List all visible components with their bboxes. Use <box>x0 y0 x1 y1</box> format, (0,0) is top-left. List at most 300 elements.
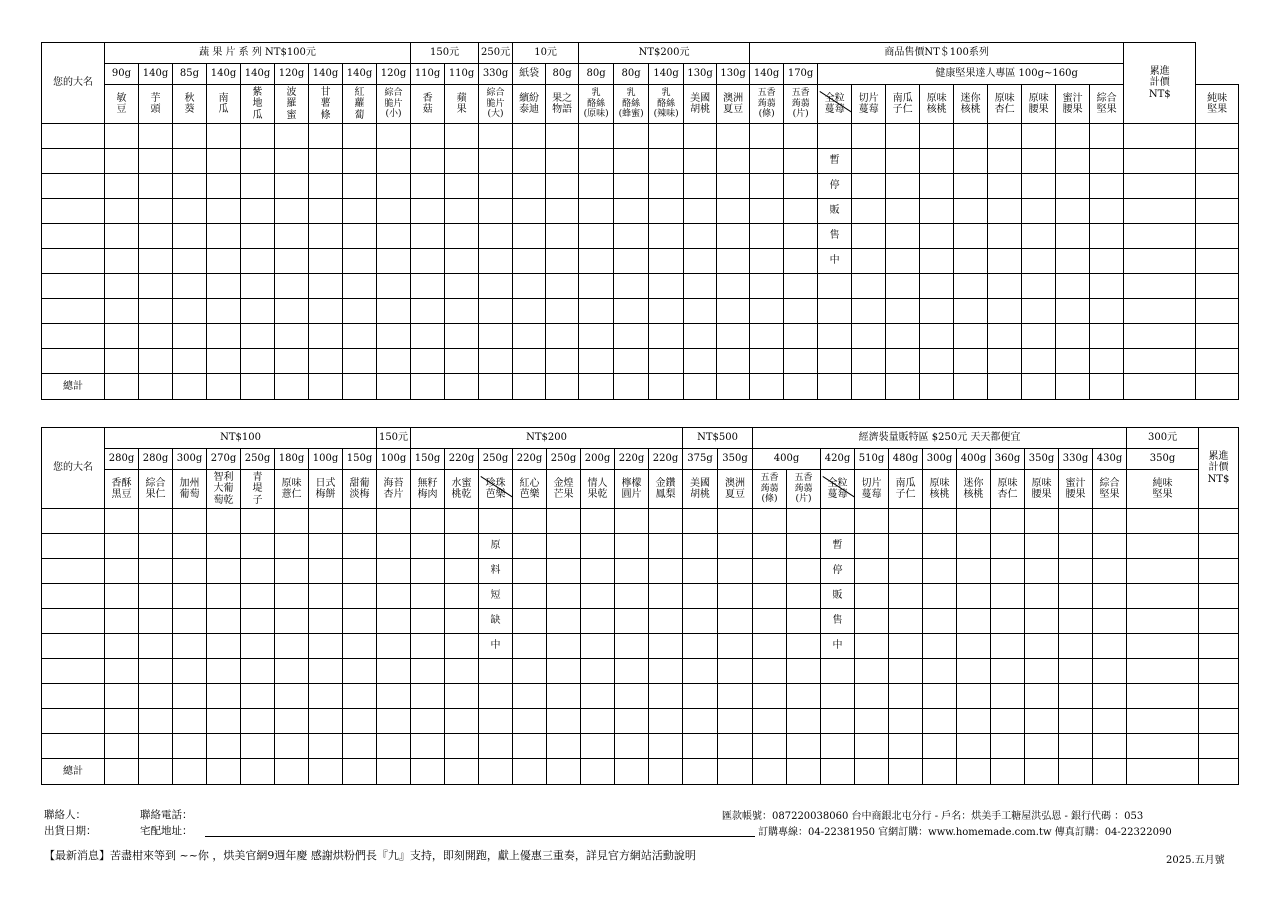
quantity-cell[interactable] <box>411 534 445 559</box>
quantity-cell[interactable] <box>105 299 139 324</box>
quantity-cell[interactable] <box>1025 609 1059 634</box>
cumulative-price-cell[interactable] <box>1196 249 1239 274</box>
quantity-cell[interactable] <box>753 734 787 759</box>
quantity-cell[interactable] <box>139 734 173 759</box>
quantity-cell[interactable] <box>753 584 787 609</box>
quantity-cell[interactable] <box>886 199 920 224</box>
quantity-cell[interactable] <box>1090 299 1124 324</box>
quantity-cell[interactable] <box>343 659 377 684</box>
total-cell[interactable] <box>445 374 479 400</box>
customer-name-cell[interactable] <box>42 559 105 584</box>
total-cell[interactable] <box>1025 759 1059 785</box>
quantity-cell[interactable] <box>1093 534 1127 559</box>
quantity-cell[interactable] <box>377 609 411 634</box>
quantity-cell[interactable] <box>1025 659 1059 684</box>
quantity-cell[interactable] <box>173 249 207 274</box>
customer-name-cell[interactable] <box>42 584 105 609</box>
quantity-cell[interactable] <box>173 734 207 759</box>
quantity-cell[interactable] <box>309 249 343 274</box>
quantity-cell[interactable] <box>649 349 684 374</box>
quantity-cell[interactable] <box>105 609 139 634</box>
quantity-cell[interactable] <box>1022 349 1056 374</box>
quantity-cell[interactable] <box>139 124 173 149</box>
quantity-cell[interactable] <box>954 174 988 199</box>
quantity-cell[interactable] <box>105 684 139 709</box>
quantity-cell[interactable] <box>920 199 954 224</box>
quantity-cell[interactable] <box>923 559 957 584</box>
quantity-cell[interactable] <box>105 509 139 534</box>
quantity-cell[interactable] <box>513 709 547 734</box>
quantity-cell[interactable] <box>889 609 923 634</box>
quantity-cell[interactable] <box>1056 274 1090 299</box>
quantity-cell[interactable] <box>581 709 615 734</box>
quantity-cell[interactable] <box>1093 634 1127 659</box>
total-cell[interactable] <box>309 759 343 785</box>
quantity-cell[interactable] <box>852 124 886 149</box>
quantity-cell[interactable] <box>1056 199 1090 224</box>
customer-name-cell[interactable] <box>42 659 105 684</box>
quantity-cell[interactable] <box>920 149 954 174</box>
quantity-cell[interactable] <box>377 634 411 659</box>
quantity-cell[interactable] <box>581 509 615 534</box>
quantity-cell[interactable] <box>1059 709 1093 734</box>
quantity-cell[interactable] <box>855 609 889 634</box>
total-cell[interactable] <box>684 374 717 400</box>
quantity-cell[interactable] <box>275 584 309 609</box>
quantity-cell[interactable] <box>614 349 649 374</box>
quantity-cell[interactable] <box>718 584 753 609</box>
quantity-cell[interactable] <box>1059 534 1093 559</box>
quantity-cell[interactable] <box>377 249 411 274</box>
quantity-cell[interactable] <box>173 609 207 634</box>
quantity-cell[interactable] <box>309 299 343 324</box>
total-cell[interactable] <box>718 759 753 785</box>
customer-name-cell[interactable] <box>42 299 105 324</box>
quantity-cell[interactable] <box>241 299 275 324</box>
quantity-cell[interactable] <box>717 174 750 199</box>
quantity-cell[interactable] <box>275 709 309 734</box>
quantity-cell[interactable] <box>105 584 139 609</box>
quantity-cell[interactable] <box>139 224 173 249</box>
quantity-cell[interactable] <box>139 659 173 684</box>
quantity-cell[interactable] <box>241 684 275 709</box>
customer-name-cell[interactable] <box>42 274 105 299</box>
quantity-cell[interactable] <box>614 199 649 224</box>
quantity-cell[interactable] <box>1056 124 1090 149</box>
quantity-cell[interactable] <box>343 349 377 374</box>
quantity-cell[interactable] <box>207 199 241 224</box>
quantity-cell[interactable] <box>649 634 683 659</box>
quantity-cell[interactable] <box>343 149 377 174</box>
cumulative-price-cell[interactable] <box>1199 534 1239 559</box>
total-cell[interactable] <box>923 759 957 785</box>
quantity-cell[interactable] <box>581 609 615 634</box>
quantity-cell[interactable] <box>821 684 855 709</box>
quantity-cell[interactable] <box>105 659 139 684</box>
quantity-cell[interactable] <box>718 634 753 659</box>
quantity-cell[interactable] <box>889 584 923 609</box>
quantity-cell[interactable] <box>649 659 683 684</box>
quantity-cell[interactable] <box>139 174 173 199</box>
quantity-cell[interactable] <box>717 274 750 299</box>
quantity-cell[interactable] <box>855 659 889 684</box>
total-cell[interactable] <box>787 759 821 785</box>
quantity-cell[interactable] <box>579 149 614 174</box>
total-cell[interactable] <box>173 759 207 785</box>
quantity-cell[interactable] <box>920 299 954 324</box>
quantity-cell[interactable] <box>920 324 954 349</box>
quantity-cell[interactable] <box>753 534 787 559</box>
quantity-cell[interactable] <box>241 584 275 609</box>
total-cell[interactable] <box>889 759 923 785</box>
quantity-cell[interactable] <box>513 684 547 709</box>
quantity-cell[interactable] <box>614 249 649 274</box>
quantity-cell[interactable] <box>957 609 991 634</box>
quantity-cell[interactable] <box>1124 174 1196 199</box>
quantity-cell[interactable] <box>343 709 377 734</box>
quantity-cell[interactable] <box>784 224 818 249</box>
quantity-cell[interactable] <box>513 349 546 374</box>
quantity-cell[interactable] <box>173 559 207 584</box>
quantity-cell[interactable] <box>787 709 821 734</box>
quantity-cell[interactable] <box>275 684 309 709</box>
quantity-cell[interactable] <box>546 349 579 374</box>
quantity-cell[interactable] <box>445 349 479 374</box>
quantity-cell[interactable] <box>1025 684 1059 709</box>
quantity-cell[interactable] <box>581 659 615 684</box>
total-cell[interactable] <box>750 374 784 400</box>
quantity-cell[interactable] <box>309 199 343 224</box>
quantity-cell[interactable] <box>377 349 411 374</box>
quantity-cell[interactable] <box>920 249 954 274</box>
quantity-cell[interactable] <box>753 659 787 684</box>
quantity-cell[interactable] <box>377 684 411 709</box>
quantity-cell[interactable] <box>784 349 818 374</box>
quantity-cell[interactable] <box>275 274 309 299</box>
total-cell[interactable] <box>479 759 513 785</box>
quantity-cell[interactable] <box>241 609 275 634</box>
total-cell[interactable] <box>1059 759 1093 785</box>
quantity-cell[interactable] <box>579 274 614 299</box>
quantity-cell[interactable] <box>377 584 411 609</box>
quantity-cell[interactable] <box>479 734 513 759</box>
quantity-cell[interactable] <box>852 199 886 224</box>
quantity-cell[interactable] <box>615 659 649 684</box>
quantity-cell[interactable] <box>886 299 920 324</box>
quantity-cell[interactable] <box>1059 684 1093 709</box>
quantity-cell[interactable] <box>750 324 784 349</box>
quantity-cell[interactable] <box>750 224 784 249</box>
quantity-cell[interactable] <box>991 609 1025 634</box>
quantity-cell[interactable] <box>479 509 513 534</box>
quantity-cell[interactable] <box>818 124 852 149</box>
quantity-cell[interactable] <box>241 734 275 759</box>
quantity-cell[interactable] <box>750 199 784 224</box>
total-cell[interactable] <box>275 374 309 400</box>
quantity-cell[interactable] <box>1090 349 1124 374</box>
quantity-cell[interactable] <box>1124 199 1196 224</box>
quantity-cell[interactable] <box>1090 224 1124 249</box>
quantity-cell[interactable] <box>614 224 649 249</box>
quantity-cell[interactable] <box>445 324 479 349</box>
quantity-cell[interactable] <box>139 509 173 534</box>
quantity-cell[interactable] <box>173 149 207 174</box>
quantity-cell[interactable] <box>377 509 411 534</box>
customer-name-cell[interactable] <box>42 534 105 559</box>
quantity-cell[interactable] <box>684 349 717 374</box>
quantity-cell[interactable] <box>411 634 445 659</box>
quantity-cell[interactable] <box>649 684 683 709</box>
quantity-cell[interactable] <box>411 299 445 324</box>
quantity-cell[interactable] <box>717 349 750 374</box>
quantity-cell[interactable] <box>513 609 547 634</box>
quantity-cell[interactable] <box>991 559 1025 584</box>
quantity-cell[interactable] <box>923 659 957 684</box>
quantity-cell[interactable] <box>241 199 275 224</box>
quantity-cell[interactable] <box>1090 199 1124 224</box>
quantity-cell[interactable] <box>139 349 173 374</box>
customer-name-cell[interactable] <box>42 149 105 174</box>
quantity-cell[interactable] <box>309 174 343 199</box>
quantity-cell[interactable] <box>275 509 309 534</box>
quantity-cell[interactable] <box>309 559 343 584</box>
total-cell[interactable] <box>954 374 988 400</box>
quantity-cell[interactable] <box>1022 149 1056 174</box>
quantity-cell[interactable] <box>784 174 818 199</box>
quantity-cell[interactable] <box>855 634 889 659</box>
total-cell[interactable] <box>579 374 614 400</box>
quantity-cell[interactable] <box>139 684 173 709</box>
total-cell[interactable] <box>614 374 649 400</box>
quantity-cell[interactable] <box>855 534 889 559</box>
quantity-cell[interactable] <box>1124 149 1196 174</box>
quantity-cell[interactable] <box>581 534 615 559</box>
quantity-cell[interactable] <box>546 124 579 149</box>
quantity-cell[interactable] <box>683 734 718 759</box>
quantity-cell[interactable] <box>615 684 649 709</box>
quantity-cell[interactable] <box>105 174 139 199</box>
total-cell[interactable] <box>1056 374 1090 400</box>
quantity-cell[interactable] <box>1093 709 1127 734</box>
quantity-cell[interactable] <box>750 124 784 149</box>
quantity-cell[interactable] <box>855 559 889 584</box>
quantity-cell[interactable] <box>649 709 683 734</box>
quantity-cell[interactable] <box>513 274 546 299</box>
quantity-cell[interactable] <box>105 634 139 659</box>
quantity-cell[interactable] <box>818 349 852 374</box>
quantity-cell[interactable] <box>275 349 309 374</box>
quantity-cell[interactable] <box>241 709 275 734</box>
quantity-cell[interactable] <box>411 274 445 299</box>
quantity-cell[interactable] <box>241 174 275 199</box>
quantity-cell[interactable] <box>923 609 957 634</box>
quantity-cell[interactable] <box>343 609 377 634</box>
quantity-cell[interactable] <box>207 274 241 299</box>
cumulative-price-cell[interactable] <box>1199 509 1239 534</box>
total-cell[interactable] <box>886 374 920 400</box>
quantity-cell[interactable] <box>615 609 649 634</box>
quantity-cell[interactable] <box>275 734 309 759</box>
quantity-cell[interactable] <box>411 174 445 199</box>
quantity-cell[interactable] <box>343 274 377 299</box>
quantity-cell[interactable] <box>173 709 207 734</box>
quantity-cell[interactable] <box>614 299 649 324</box>
quantity-cell[interactable] <box>1056 349 1090 374</box>
quantity-cell[interactable] <box>923 634 957 659</box>
quantity-cell[interactable] <box>988 349 1022 374</box>
quantity-cell[interactable] <box>753 609 787 634</box>
quantity-cell[interactable] <box>445 684 479 709</box>
quantity-cell[interactable] <box>309 659 343 684</box>
quantity-cell[interactable] <box>479 659 513 684</box>
cumulative-price-cell[interactable] <box>1199 709 1239 734</box>
quantity-cell[interactable] <box>207 659 241 684</box>
quantity-cell[interactable] <box>615 509 649 534</box>
quantity-cell[interactable] <box>1093 584 1127 609</box>
quantity-cell[interactable] <box>684 149 717 174</box>
cumulative-price-cell[interactable] <box>1196 174 1239 199</box>
quantity-cell[interactable] <box>1059 609 1093 634</box>
quantity-cell[interactable] <box>343 559 377 584</box>
total-cell[interactable] <box>241 759 275 785</box>
quantity-cell[interactable] <box>309 149 343 174</box>
quantity-cell[interactable] <box>1025 734 1059 759</box>
quantity-cell[interactable] <box>547 734 581 759</box>
quantity-cell[interactable] <box>920 224 954 249</box>
quantity-cell[interactable] <box>615 559 649 584</box>
total-cell[interactable] <box>957 759 991 785</box>
total-cell[interactable] <box>615 759 649 785</box>
total-cell[interactable] <box>818 374 852 400</box>
quantity-cell[interactable] <box>717 224 750 249</box>
quantity-cell[interactable] <box>445 609 479 634</box>
quantity-cell[interactable] <box>886 224 920 249</box>
total-cell[interactable] <box>821 759 855 785</box>
quantity-cell[interactable] <box>649 324 684 349</box>
quantity-cell[interactable] <box>988 149 1022 174</box>
quantity-cell[interactable] <box>683 709 718 734</box>
quantity-cell[interactable] <box>139 199 173 224</box>
quantity-cell[interactable] <box>1090 174 1124 199</box>
quantity-cell[interactable] <box>139 274 173 299</box>
quantity-cell[interactable] <box>377 199 411 224</box>
quantity-cell[interactable] <box>1124 324 1196 349</box>
quantity-cell[interactable] <box>750 249 784 274</box>
quantity-cell[interactable] <box>684 124 717 149</box>
quantity-cell[interactable] <box>581 734 615 759</box>
quantity-cell[interactable] <box>954 349 988 374</box>
quantity-cell[interactable] <box>445 509 479 534</box>
quantity-cell[interactable] <box>207 299 241 324</box>
quantity-cell[interactable] <box>889 684 923 709</box>
customer-name-cell[interactable] <box>42 509 105 534</box>
quantity-cell[interactable] <box>1059 509 1093 534</box>
quantity-cell[interactable] <box>991 534 1025 559</box>
quantity-cell[interactable] <box>954 274 988 299</box>
quantity-cell[interactable] <box>1056 224 1090 249</box>
quantity-cell[interactable] <box>1059 584 1093 609</box>
quantity-cell[interactable] <box>343 634 377 659</box>
quantity-cell[interactable] <box>343 684 377 709</box>
quantity-cell[interactable] <box>173 299 207 324</box>
quantity-cell[interactable] <box>889 509 923 534</box>
quantity-cell[interactable] <box>988 199 1022 224</box>
quantity-cell[interactable] <box>309 734 343 759</box>
quantity-cell[interactable] <box>309 274 343 299</box>
quantity-cell[interactable] <box>207 349 241 374</box>
customer-name-cell[interactable] <box>42 609 105 634</box>
quantity-cell[interactable] <box>105 199 139 224</box>
quantity-cell[interactable] <box>445 634 479 659</box>
total-cell[interactable] <box>753 759 787 785</box>
quantity-cell[interactable] <box>173 509 207 534</box>
quantity-cell[interactable] <box>139 149 173 174</box>
quantity-cell[interactable] <box>684 274 717 299</box>
quantity-cell[interactable] <box>377 274 411 299</box>
quantity-cell[interactable] <box>954 149 988 174</box>
total-cell[interactable] <box>377 759 411 785</box>
quantity-cell[interactable] <box>683 659 718 684</box>
quantity-cell[interactable] <box>649 149 684 174</box>
quantity-cell[interactable] <box>753 709 787 734</box>
quantity-cell[interactable] <box>718 559 753 584</box>
quantity-cell[interactable] <box>581 559 615 584</box>
quantity-cell[interactable] <box>445 199 479 224</box>
cumulative-price-cell[interactable] <box>1196 324 1239 349</box>
total-cell[interactable] <box>343 374 377 400</box>
cumulative-price-cell[interactable] <box>1199 559 1239 584</box>
quantity-cell[interactable] <box>546 149 579 174</box>
quantity-cell[interactable] <box>753 634 787 659</box>
quantity-cell[interactable] <box>852 324 886 349</box>
quantity-cell[interactable] <box>546 199 579 224</box>
quantity-cell[interactable] <box>886 124 920 149</box>
quantity-cell[interactable] <box>886 324 920 349</box>
quantity-cell[interactable] <box>649 584 683 609</box>
quantity-cell[interactable] <box>787 559 821 584</box>
customer-name-cell[interactable] <box>42 224 105 249</box>
quantity-cell[interactable] <box>649 559 683 584</box>
quantity-cell[interactable] <box>309 124 343 149</box>
quantity-cell[interactable] <box>479 124 513 149</box>
quantity-cell[interactable] <box>614 274 649 299</box>
quantity-cell[interactable] <box>275 249 309 274</box>
total-cell[interactable] <box>683 759 718 785</box>
total-cell[interactable] <box>1093 759 1127 785</box>
quantity-cell[interactable] <box>1093 734 1127 759</box>
quantity-cell[interactable] <box>821 709 855 734</box>
quantity-cell[interactable] <box>649 174 684 199</box>
quantity-cell[interactable] <box>547 634 581 659</box>
quantity-cell[interactable] <box>920 124 954 149</box>
quantity-cell[interactable] <box>1059 634 1093 659</box>
quantity-cell[interactable] <box>718 534 753 559</box>
quantity-cell[interactable] <box>954 199 988 224</box>
quantity-cell[interactable] <box>1056 249 1090 274</box>
quantity-cell[interactable] <box>852 149 886 174</box>
quantity-cell[interactable] <box>684 324 717 349</box>
quantity-cell[interactable] <box>513 224 546 249</box>
quantity-cell[interactable] <box>954 324 988 349</box>
quantity-cell[interactable] <box>513 559 547 584</box>
quantity-cell[interactable] <box>309 634 343 659</box>
quantity-cell[interactable] <box>991 659 1025 684</box>
quantity-cell[interactable] <box>241 534 275 559</box>
quantity-cell[interactable] <box>991 734 1025 759</box>
quantity-cell[interactable] <box>207 709 241 734</box>
quantity-cell[interactable] <box>411 659 445 684</box>
cumulative-price-cell[interactable] <box>1196 149 1239 174</box>
